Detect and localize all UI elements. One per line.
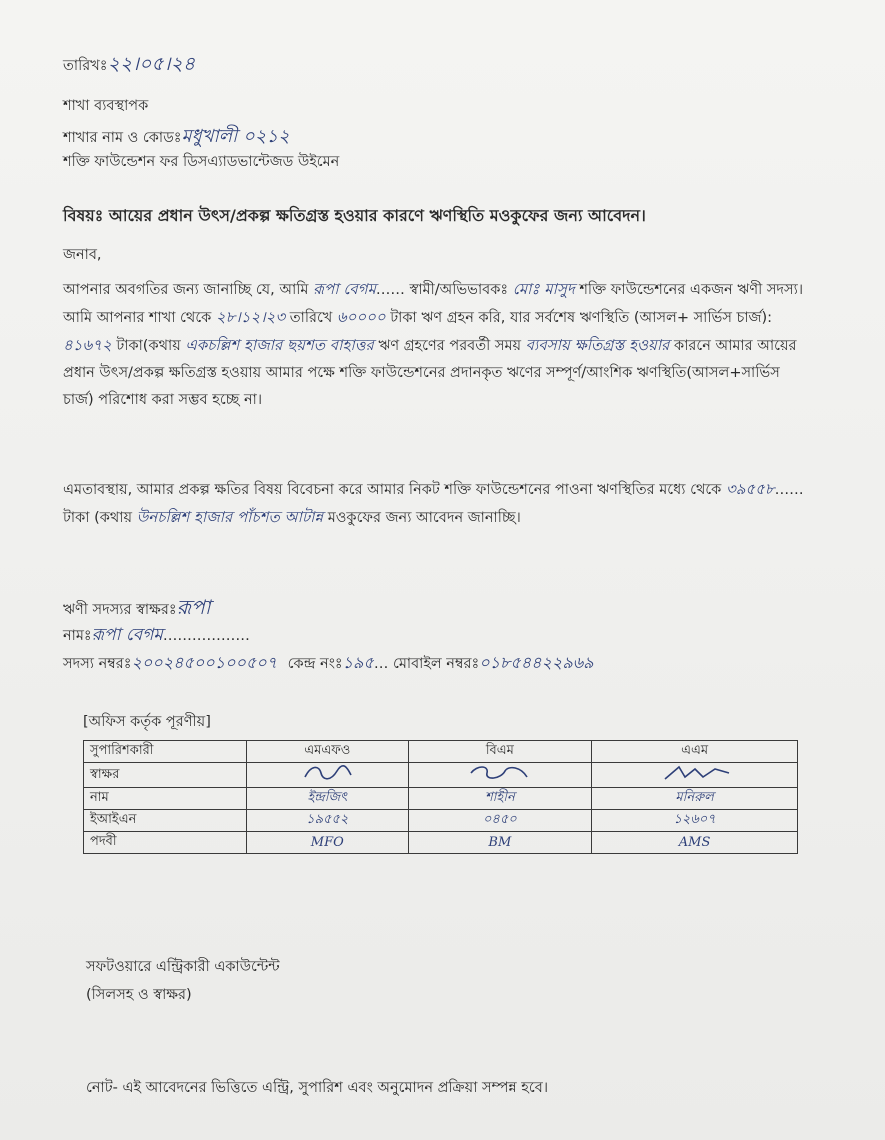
signature-cell: [247, 763, 409, 788]
p1-text-a: আপনার অবগতির জন্য জানাচ্ছি যে, আমি: [63, 282, 309, 298]
p1-text-e: টাকা ঋণ গ্রহন করি, যার সর্বশেষ ঋণস্থিতি (আসল+ সার্ভিস চার্জ):: [390, 310, 773, 326]
row-label: ইআইএন: [84, 810, 247, 832]
column-header: এএম: [592, 741, 798, 763]
am-designation: AMS: [592, 832, 798, 854]
mfo-signature-mark: [297, 763, 357, 783]
member-number-label: সদস্য নম্বরঃ: [63, 656, 132, 672]
paragraph-one: আপনার অবগতির জন্য জানাচ্ছি যে, আমি রূপা বেগম…… স্বামী/অভিভাবকঃ মোঃ মাসুদ শক্তি ফাউন্ডেশনের একজন ঋণী সদস্য। আমি আপনার শাখা থেকে ২৮।১২।২৩ তারিখে ৬০০০০ টাকা ঋণ গ্রহন করি, যার সর্বশেষ ঋণস্থিতি (আসল+ সার্ভিস চার্জ): ৪১৬৭২ টাকা(কথায় একচল্লিশ হাজার ছয়শত বাহাত্তর ঋণ গ্রহণের পরবর্তী সময় ব্যবসায় ক্ষতিগ্রস্ত হওয়ার কারনে আমার আয়ের প্রধান উৎস/প্রকল্প ক্ষতিগ্রস্ত হওয়ায় আমার পক্ষে শক্তি ফাউন্ডেশনের প্রদানকৃত ঋণের সম্পূর্ণ/আংশিক ঋণস্থিতি(আসল+সার্ভিস চার্জ) পরিশোধ করা সম্ভব হচ্ছে না।: [63, 280, 804, 408]
member-number-line: সদস্য নম্বরঃ২০০২৪৫০০১০০৫০৭ কেন্দ্র নংঃ১৯৫… মোবাইল নম্বরঃ০১৮৫৪৪২২৯৬৯: [63, 653, 594, 672]
p1-text-f: টাকা(কথায়: [116, 338, 181, 354]
p1-text-c: শক্তি ফাউন্ডেশনের একজন ঋণী সদস্য। আমি আপনার শাখা থেকে: [63, 282, 804, 326]
loan-date-value: ২৮।১২।২৩: [215, 308, 286, 326]
accountant-seal-line: (সিলসহ ও স্বাক্ষর): [86, 987, 192, 1003]
member-name: রূপা বেগম: [91, 625, 163, 645]
am-ein: ১২৬০৭: [592, 810, 798, 832]
balance-in-words-value: একচল্লিশ হাজার ছয়শত বাহাত্তর: [185, 336, 374, 354]
waiver-amount-value: ৩৯৫৫৮: [725, 480, 775, 498]
p2-text-b: টাকা (কথায়: [63, 510, 133, 526]
p1-text-d: তারিখে: [289, 310, 333, 326]
am-signature-mark: [655, 763, 735, 783]
branch-value: মধুখালী ০২১২: [181, 126, 290, 147]
mobile-number: ০১৮৫৪৪২২৯৬৯: [479, 653, 594, 672]
row-label: পদবী: [84, 832, 247, 854]
mfo-ein: ১৯৫৫২: [247, 810, 409, 832]
manager-line: শাখা ব্যবস্থাপক: [63, 98, 149, 114]
date-value: ২২।০৫।২৪: [107, 53, 196, 75]
branch-line: [63, 122, 290, 153]
mfo-name: ইন্দ্রজিৎ: [247, 788, 409, 810]
loan-amount-value: ৬০০০০: [336, 308, 386, 326]
center-number: ১৯৫: [342, 653, 374, 672]
table-row: [84, 810, 798, 832]
branch-label: শাখার নাম ও কোডঃ: [63, 130, 182, 146]
bm-name: শাহীন: [408, 788, 592, 810]
member-name-value: রূপা বেগম: [313, 280, 376, 298]
column-header: বিএম: [408, 741, 592, 763]
mfo-designation: MFO: [247, 832, 409, 854]
bm-signature-mark: [465, 763, 535, 783]
p1-text-b: স্বামী/অভিভাবকঃ: [409, 282, 509, 298]
column-header: সুপারিশকারী: [84, 741, 247, 763]
p2-text-a: এমতাবস্থায়, আমার প্রকল্প ক্ষতির বিষয় বিবেচনা করে আমার নিকট শক্তি ফাউন্ডেশনের পাওনা ঋণস্থিতির মধ্যে থেকে: [63, 482, 722, 498]
signature-label: ঋণী সদস্যর স্বাক্ষরঃ: [63, 602, 177, 618]
loan-balance-value: ৪১৬৭২: [63, 336, 112, 354]
bm-ein: ০৪৫০: [408, 810, 592, 832]
loss-reason-value: ব্যবসায় ক্ষতিগ্রস্ত হওয়ার: [525, 336, 670, 354]
row-label: নাম: [84, 788, 247, 810]
guardian-value: মোঃ মাসুদ: [512, 280, 575, 298]
member-name-line: নামঃরূপা বেগম………………: [63, 625, 250, 645]
am-name: মনিরুল: [592, 788, 798, 810]
table-row: [84, 788, 798, 810]
salutation: জনাব,: [63, 247, 102, 263]
office-table-header: [84, 741, 798, 763]
member-number: ২০০২৪৫০০১০০৫০৭: [131, 653, 278, 672]
member-signature: রূপা: [176, 595, 211, 619]
waiver-in-words-value: উনচল্লিশ হাজার পাঁচশত আটান্ন: [136, 508, 324, 526]
office-caption: [অফিস কর্তৃক পূরণীয়]: [83, 714, 211, 730]
p1-text-g: ঋণ গ্রহণের পরবর্তী সময়: [378, 338, 522, 354]
p1-text-h: কারনে আমার আয়ের প্রধান উৎস/প্রকল্প ক্ষতিগ্রস্ত হওয়ায় আমার পক্ষে শক্তি ফাউন্ডেশনের প্রদানকৃত ঋণের সম্পূর্ণ/আংশিক ঋণস্থিতি(আসল+সার্ভিস চার্জ) পরিশোধ করা সম্ভব হচ্ছে না।: [63, 338, 797, 408]
date-label: তারিখঃ: [63, 58, 108, 74]
bm-designation: BM: [408, 832, 592, 854]
subject-line: বিষয়ঃ আয়ের প্রধান উৎস/প্রকল্প ক্ষতিগ্রস্ত হওয়ার কারণে ঋণস্থিতি মওকুফের জন্য আবেদন।: [63, 206, 646, 225]
org-line: শক্তি ফাউন্ডেশন ফর ডিসএ্যাডভান্টেজড উইমেন: [63, 154, 340, 170]
signature-cell: [592, 763, 798, 788]
table-row: [84, 763, 798, 788]
footer-note: নোট- এই আবেদনের ভিত্তিতে এন্ট্রি, সুপারিশ এবং অনুমোদন প্রক্রিয়া সম্পন্ন হবে।: [86, 1080, 549, 1096]
p2-text-c: মওকুফের জন্য আবেদন জানাচ্ছি।: [327, 510, 521, 526]
mobile-label: মোবাইল নম্বরঃ: [392, 656, 480, 672]
signature-cell: [408, 763, 592, 788]
name-label: নামঃ: [63, 628, 92, 644]
paragraph-two: এমতাবস্থায়, আমার প্রকল্প ক্ষতির বিষয় বিবেচনা করে আমার নিকট শক্তি ফাউন্ডেশনের পাওনা ঋণস্থিতির মধ্যে থেকে ৩৯৫৫৮…… টাকা (কথায় উনচল্লিশ হাজার পাঁচশত আটান্ন মওকুফের জন্য আবেদন জানাচ্ছি।: [63, 480, 804, 526]
row-label: স্বাক্ষর: [84, 763, 247, 788]
office-table: [83, 740, 798, 854]
accountant-line: সফটওয়ারে এন্ট্রিকারী একাউন্টেন্ট: [86, 959, 280, 975]
column-header: এমএফও: [247, 741, 409, 763]
date-line: [63, 50, 195, 82]
center-label: কেন্দ্র নংঃ: [287, 656, 343, 672]
table-row: [84, 832, 798, 854]
